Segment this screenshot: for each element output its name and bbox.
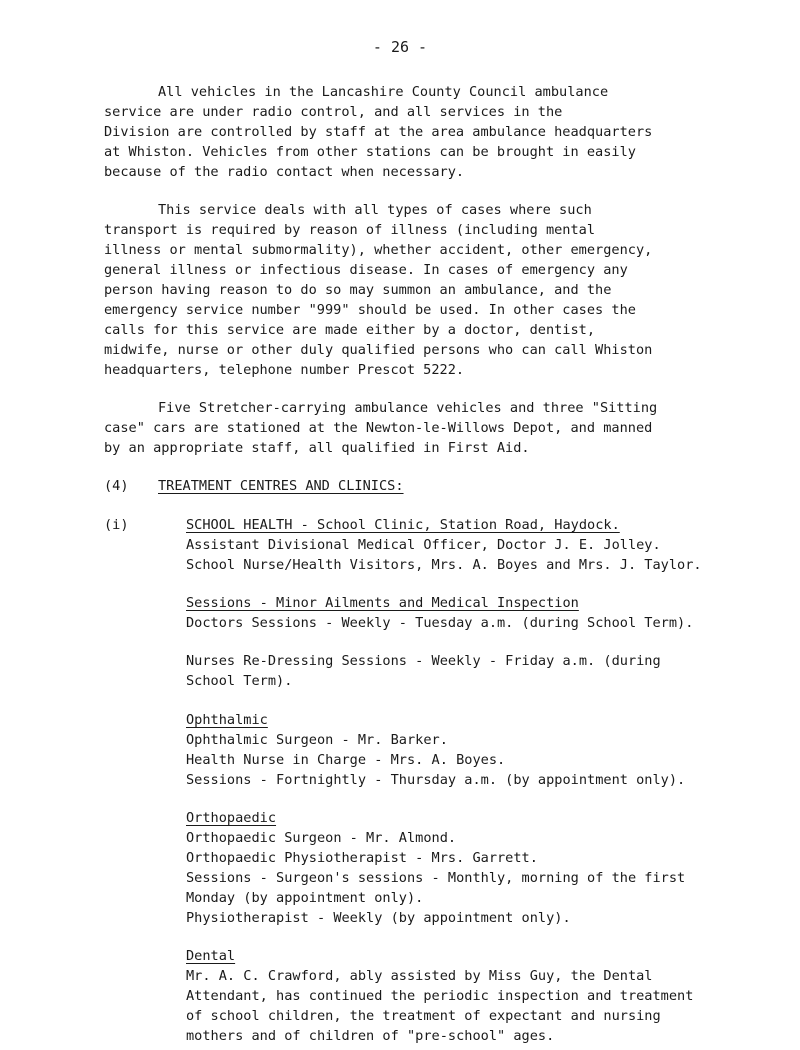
ophthalmic-heading: Ophthalmic xyxy=(186,712,268,728)
text-line: general illness or infectious disease. In cases of emergency any xyxy=(104,262,628,278)
text-line: calls for this service are made either by a doctor, dentist, xyxy=(104,322,596,338)
text-line: mothers and of children of "pre-school" ages. xyxy=(186,1028,555,1044)
text-line: School Nurse/Health Visitors, Mrs. A. Boyes and Mrs. J. Taylor. xyxy=(186,557,702,573)
text-line: Monday (by appointment only). xyxy=(186,890,424,906)
page-number: - 26 - xyxy=(372,38,428,56)
text-line: emergency service number "999" should be used. In other cases the xyxy=(104,302,636,318)
text-line: headquarters, telephone number Prescot 5222. xyxy=(104,362,465,378)
text-line: person having reason to do so may summon an ambulance, and the xyxy=(104,282,612,298)
sessions-heading: Sessions - Minor Ailments and Medical Inspection xyxy=(186,595,579,611)
text-line: of school children, the treatment of expectant and nursing xyxy=(186,1008,661,1024)
text-line: Attendant, has continued the periodic inspection and treatment xyxy=(186,988,694,1004)
text-line: illness or mental submormality), whether accident, other emergency, xyxy=(104,242,653,258)
dental-heading: Dental xyxy=(186,948,236,964)
section-title: TREATMENT CENTRES AND CLINICS: xyxy=(158,478,404,494)
text-line: Orthopaedic Surgeon - Mr. Almond. xyxy=(186,830,457,846)
text-line: Ophthalmic Surgeon - Mr. Barker. xyxy=(186,732,448,748)
text-line: School Term). xyxy=(186,673,293,689)
text-line: at Whiston. Vehicles from other stations can be brought in easily xyxy=(104,144,636,160)
text-line: midwife, nurse or other duly qualified persons who can call Whiston xyxy=(104,342,653,358)
text-line: Doctors Sessions - Weekly - Tuesday a.m. (during School Term). xyxy=(186,615,694,631)
text-line: transport is required by reason of illness (including mental xyxy=(104,222,596,238)
text-line: Nurses Re-Dressing Sessions - Weekly - Friday a.m. (during xyxy=(186,653,661,669)
subsection-number: (i) xyxy=(104,517,129,533)
text-line: Physiotherapist - Weekly (by appointment only). xyxy=(186,910,571,926)
text-line: Assistant Divisional Medical Officer, Doctor J. E. Jolley. xyxy=(186,537,661,553)
text-line: Mr. A. C. Crawford, ably assisted by Miss Guy, the Dental xyxy=(186,968,653,984)
text-line: All vehicles in the Lancashire County Council ambulance xyxy=(158,84,609,100)
text-line: because of the radio contact when necessary. xyxy=(104,164,465,180)
text-line: by an appropriate staff, all qualified in First Aid. xyxy=(104,440,530,456)
section-number: (4) xyxy=(104,478,129,494)
text-line: case" cars are stationed at the Newton-le-Willows Depot, and manned xyxy=(104,420,653,436)
text-line: Health Nurse in Charge - Mrs. A. Boyes. xyxy=(186,752,506,768)
text-line: This service deals with all types of cases where such xyxy=(158,202,592,218)
text-line: Division are controlled by staff at the area ambulance headquarters xyxy=(104,124,653,140)
text-line: Orthopaedic Physiotherapist - Mrs. Garrett. xyxy=(186,850,538,866)
text-line: service are under radio control, and all services in the xyxy=(104,104,563,120)
text-line: Five Stretcher-carrying ambulance vehicles and three "Sitting xyxy=(158,400,658,416)
subsection-title: SCHOOL HEALTH - School Clinic, Station Road, Haydock. xyxy=(186,517,620,533)
text-line: Sessions - Surgeon's sessions - Monthly, morning of the first xyxy=(186,870,686,886)
orthopaedic-heading: Orthopaedic xyxy=(186,810,277,826)
text-line: Sessions - Fortnightly - Thursday a.m. (by appointment only). xyxy=(186,772,686,788)
